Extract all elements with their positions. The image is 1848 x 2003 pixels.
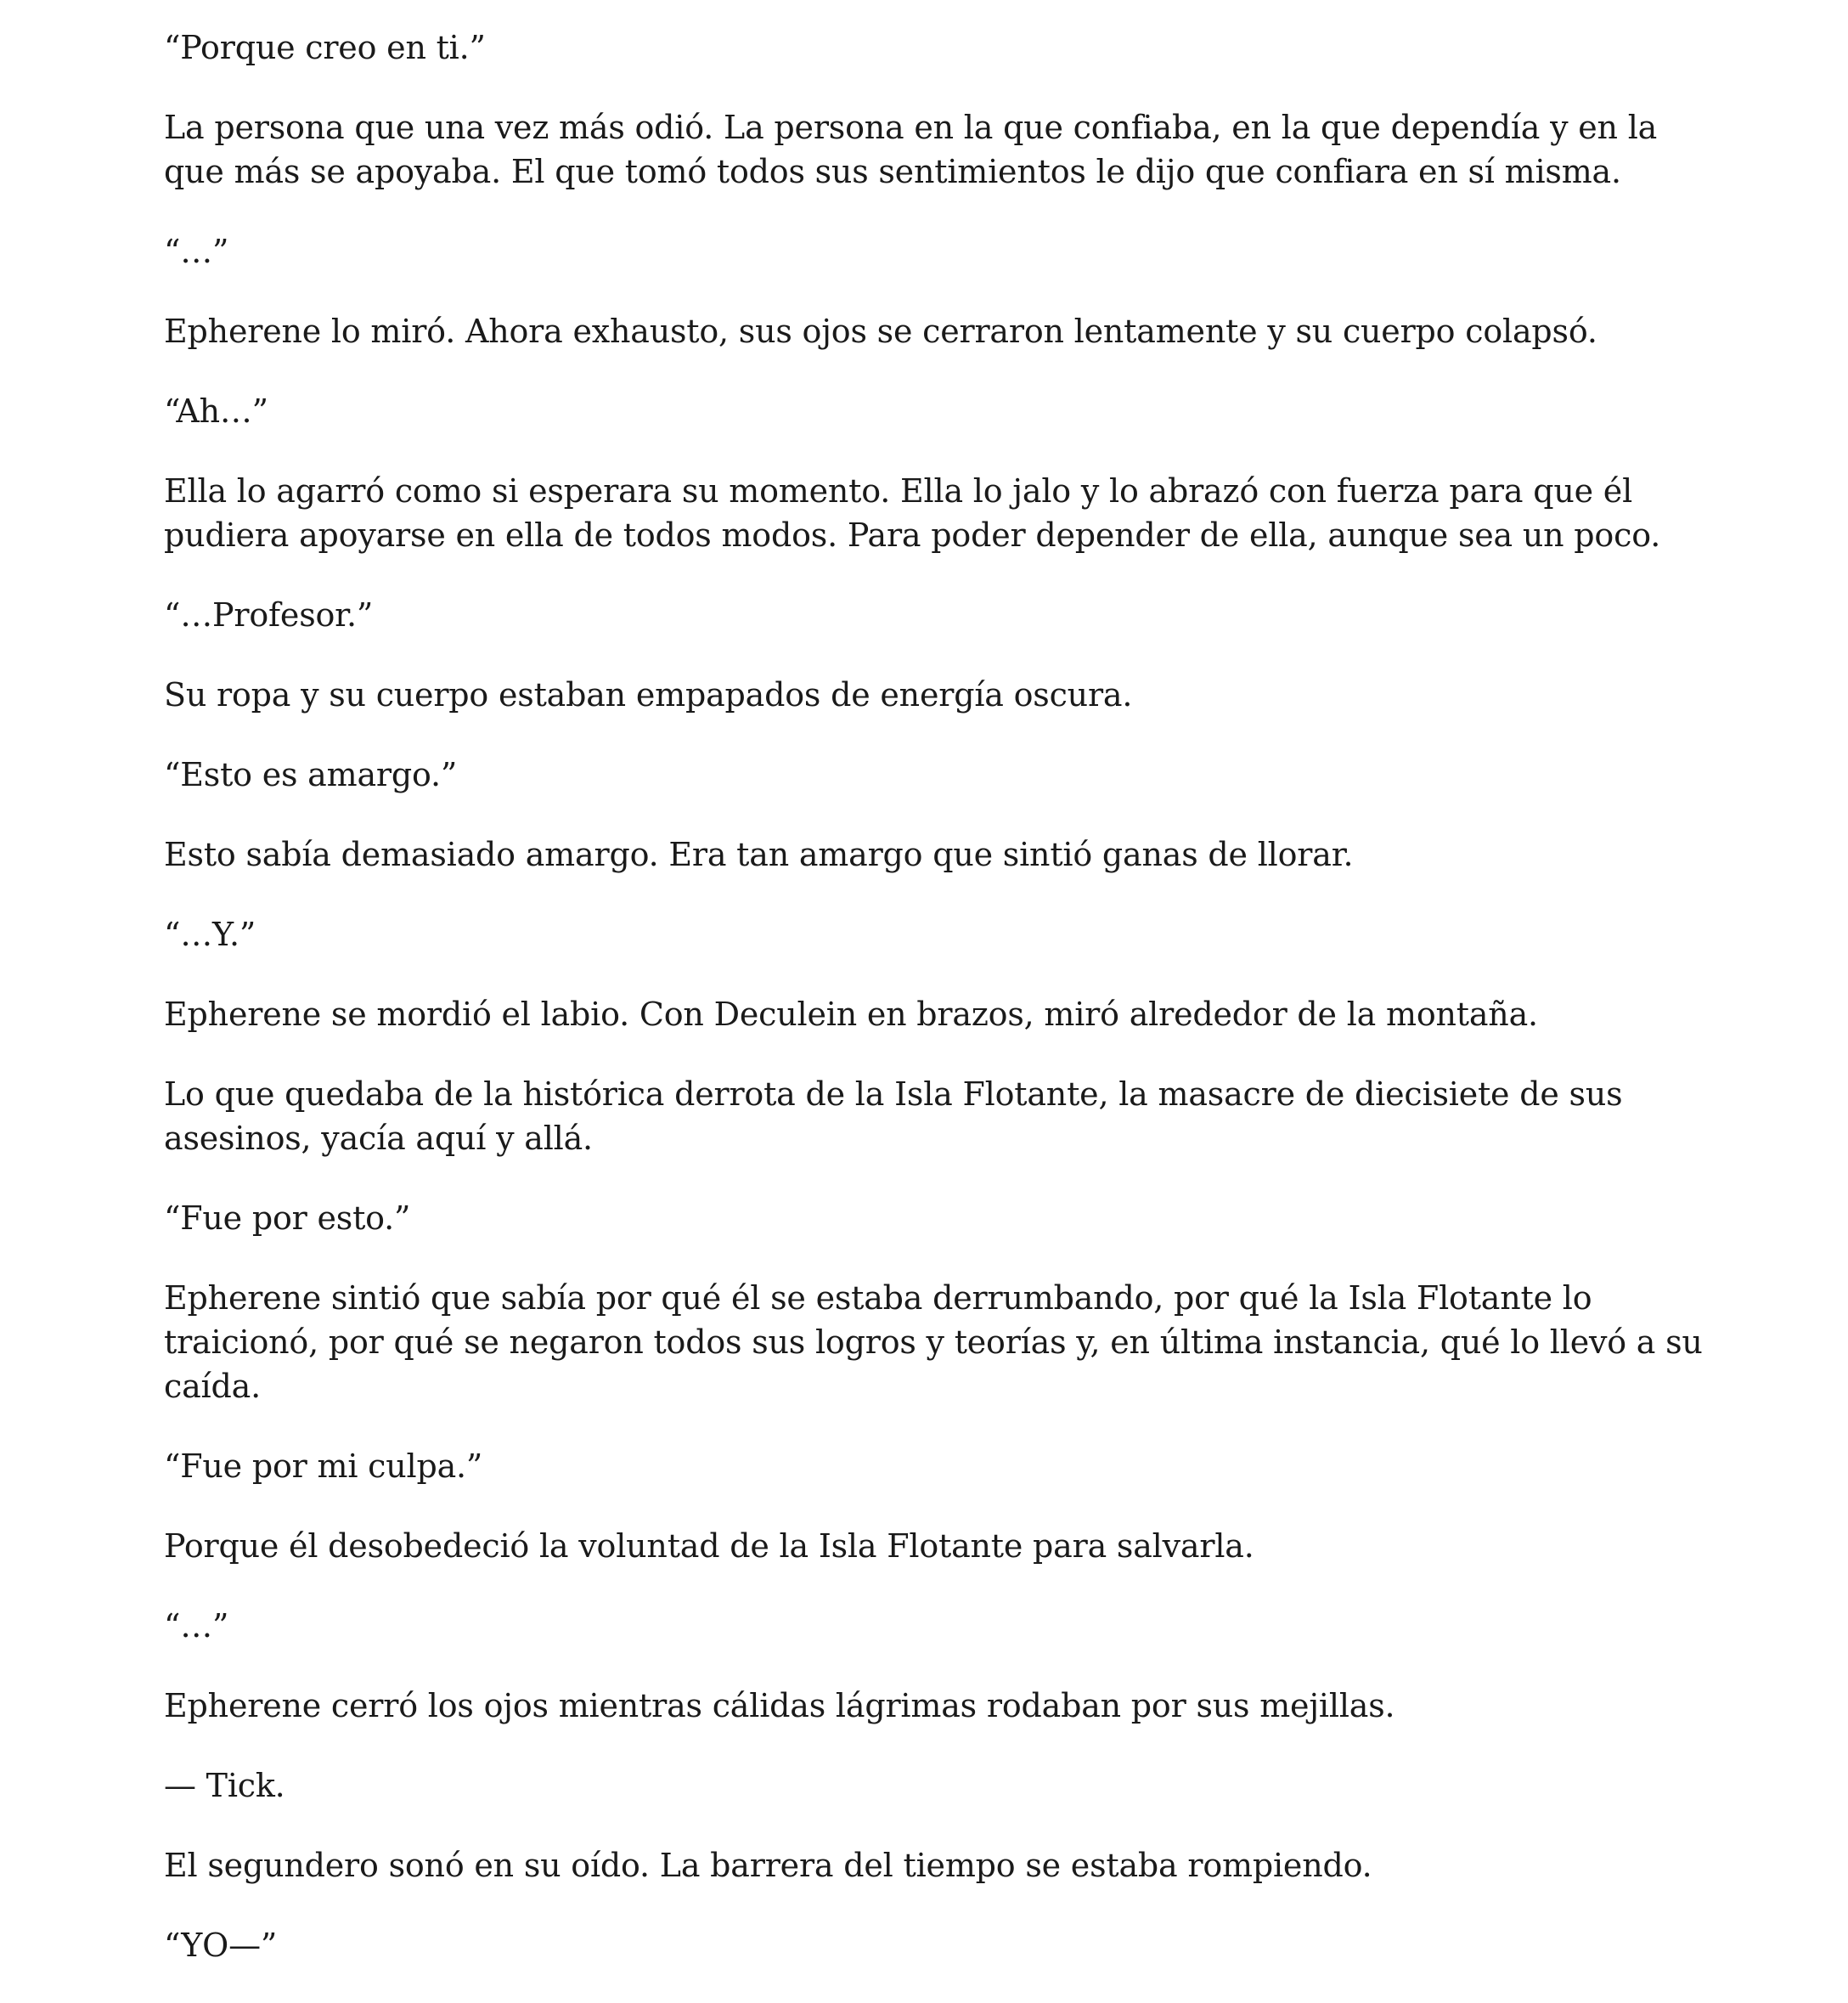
paragraph: El segundero sonó en su oído. La barrera del tiempo se estaba rompiendo. (164, 1847, 1372, 1884)
paragraph: “Fue por esto.” (164, 1199, 411, 1237)
paragraph: “YO—” (164, 1927, 278, 1964)
paragraph: “…Profesor.” (164, 596, 374, 634)
paragraph: Epherene se mordió el labio. Con Deculein en brazos, miró alrededor de la montaña. (164, 996, 1538, 1033)
paragraph: “…” (164, 1607, 229, 1645)
paragraph: Epherene cerró los ojos mientras cálidas lágrimas rodaban por sus mejillas. (164, 1687, 1395, 1724)
paragraph: “Esto es amargo.” (164, 756, 458, 793)
paragraph: Porque él desobedeció la voluntad de la Isla Flotante para salvarla. (164, 1527, 1254, 1565)
paragraph: “…Y.” (164, 916, 256, 953)
paragraph: Lo que quedaba de la histórica derrota de la Isla Flotante, la masacre de diecisiete de sus asesinos, yacía aquí y allá. (164, 1075, 1623, 1157)
paragraph: “Fue por mi culpa.” (164, 1447, 483, 1485)
document-page (164, 25, 1718, 2003)
paragraph: Epherene lo miró. Ahora exhausto, sus ojos se cerraron lentamente y su cuerpo colapsó. (164, 313, 1597, 350)
paragraph: “Porque creo en ti.” (164, 29, 486, 66)
paragraph: — Tick. (164, 1767, 285, 1804)
paragraph: Su ropa y su cuerpo estaban empapados de energía oscura. (164, 676, 1133, 714)
paragraph: Epherene sintió que sabía por qué él se estaba derrumbando, por qué la Isla Flotante lo traicionó, por qué se negaron todos sus logros y teorías y, en última instancia, qué lo llevó a su caída. (164, 1279, 1703, 1405)
paragraph: Ella lo agarró como si esperara su momento. Ella lo jalo y lo abrazó con fuerza para que él pudiera apoyarse en ella de todos modos. Para poder depender de ella, aunque sea un poco. (164, 472, 1661, 554)
paragraph: La persona que una vez más odió. La persona en la que confiaba, en la que dependía y en la que más se apoyaba. El que tomó todos sus sentimientos le dijo que confiara en sí misma. (164, 109, 1658, 190)
paragraph: Esto sabía demasiado amargo. Era tan amargo que sintió ganas de llorar. (164, 836, 1354, 873)
paragraph: “Ah…” (164, 392, 268, 430)
paragraph: “…” (164, 233, 229, 270)
